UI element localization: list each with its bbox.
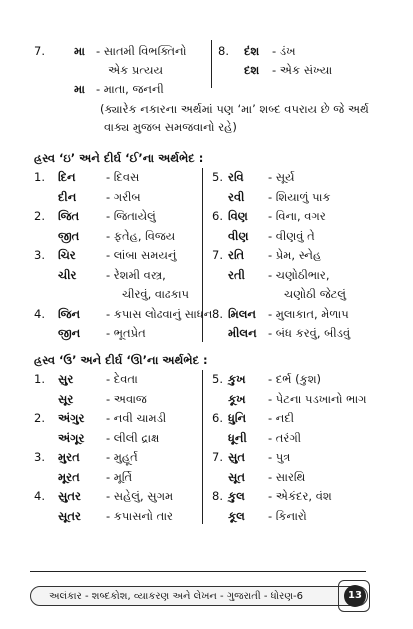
word: દશ [244, 63, 260, 77]
definition: - દેવતા [106, 372, 138, 386]
footer-text: અલંકાર - શબ્દકોશ, વ્યાકરણ અને લેખન - ગુજરાતી - ધોરણ-6 [49, 591, 304, 602]
definition: - લાંબા સમયનું [106, 248, 177, 262]
definition: - તરંગી [268, 430, 302, 445]
item-number: 7. [212, 450, 223, 464]
definition: - મૂર્તિ [106, 469, 133, 484]
item-number: 5. [212, 170, 223, 184]
word: સૂર [58, 391, 74, 406]
item-number: 3. [34, 248, 45, 262]
page-number: 13 [344, 585, 366, 607]
definition: - ભૂતપ્રેત [106, 326, 146, 340]
definition: - સૂર્ય [268, 170, 295, 184]
word: કૂલ [228, 508, 245, 523]
definition: - દિવસ [106, 170, 140, 184]
word: ચિર [58, 248, 76, 262]
definition: - સહેલું, સુગમ [106, 489, 174, 503]
word: સૂતર [58, 508, 81, 523]
footer-rule [30, 571, 366, 572]
word: જીન [58, 326, 81, 340]
definition: - વીણવું તે [268, 228, 315, 243]
definition: - કપાસનો તાર [106, 508, 174, 523]
definition: એક પ્રત્યય [108, 63, 164, 77]
word: કુલ [228, 489, 245, 503]
word: ચીર [58, 267, 77, 282]
item-number: 3. [34, 450, 45, 464]
item-number: 8. [212, 489, 223, 503]
definition: - પ્રેમ, સ્નેહ [268, 248, 322, 262]
section-heading: હ્રસ્વ ‘ઉ’ અને દીર્ઘ ‘ઊ’ના અર્થભેદ : [34, 353, 208, 367]
definition: - મુલાકાત, મેળાપ [268, 306, 349, 321]
section-heading: હ્રસ્વ ‘ઇ’ અને દીર્ઘ ‘ઈ’ના અર્થભેદ : [34, 151, 204, 165]
item-number: 8. [212, 306, 223, 321]
definition: - ગરીબ [106, 189, 141, 204]
definition: - શિયાળું પાક [268, 189, 331, 204]
definition: - ચણોઠીભાર, [268, 267, 330, 282]
definition: - મુહૂર્ત [106, 450, 138, 464]
word: સુર [58, 372, 74, 386]
word: જિન [58, 306, 81, 321]
word: રતી [228, 267, 245, 282]
definition: - ફતેહ, વિજય [106, 228, 176, 243]
definition: - કપાસ લોઢવાનું સાધન [106, 306, 213, 321]
word: વિણ [228, 209, 248, 223]
definition: - દર્ભ (કુશ) [268, 372, 322, 386]
definition: - વિના, વગર [268, 209, 326, 223]
word: મુરત [58, 450, 80, 464]
definition: - સાતમી વિભક્તિનો [96, 44, 187, 58]
item-number: 6. [212, 209, 223, 223]
word: મા [74, 44, 85, 58]
word: રવી [228, 189, 245, 204]
definition: - જિતાયેલું [106, 209, 156, 223]
word: જીત [58, 228, 80, 243]
word: કુખ [228, 372, 246, 386]
definition: - બંધ કરવું, બીડવું [268, 326, 351, 340]
item-number: 1. [34, 170, 45, 184]
word: રતિ [228, 248, 245, 262]
definition: - નદી [268, 411, 295, 425]
definition: - સારથિ [268, 469, 306, 484]
footer-banner [30, 586, 368, 606]
column-divider [202, 370, 203, 524]
word: દિન [58, 170, 76, 184]
word: કૂખ [228, 391, 246, 406]
word: ધુનિ [228, 411, 247, 425]
definition: ચીરવું, વાઢકાપ [122, 287, 190, 301]
item-number: 4. [34, 306, 45, 321]
word: અંગુર [58, 411, 85, 425]
definition: - પુત્ર [268, 450, 291, 464]
item-number: 2. [34, 411, 45, 425]
item-number: 6. [212, 411, 223, 425]
definition: - ડંખ [272, 44, 296, 58]
word: રવિ [228, 170, 244, 184]
item-number: 1. [34, 372, 45, 386]
definition: - કિનારો [268, 508, 307, 523]
column-divider [211, 40, 212, 88]
definition: - માતા, જનની [96, 82, 164, 96]
definition: - અવાજ [106, 391, 147, 406]
item-number: 4. [34, 489, 45, 503]
word: દીન [58, 189, 77, 204]
definition: - પેટના પડખાનો ભાગ [268, 391, 367, 406]
word: અંગૂર [58, 430, 85, 445]
word: દંશ [244, 44, 260, 58]
word: સૂત [228, 469, 245, 484]
item-number: 5. [212, 372, 223, 386]
word: ધૂની [228, 430, 247, 445]
item-number: 7. [34, 44, 45, 58]
definition: ચણોઠી જેટલું [284, 287, 347, 301]
word: મિલન [228, 306, 256, 321]
word: મા [74, 82, 85, 96]
definition: - લીલી દ્રાક્ષ [106, 430, 160, 445]
definition: - રેશમી વસ્ત્ર, [106, 267, 166, 282]
word: વીણ [228, 228, 249, 243]
definition: - નવી ચામડી [106, 411, 167, 425]
word: સુતર [58, 489, 81, 503]
definition: - એકંદર, વંશ [268, 489, 332, 503]
item-number: 2. [34, 209, 45, 223]
note-line: વાક્ય મુજબ સમજવાનો રહે) [104, 120, 237, 134]
item-number: 7. [212, 248, 223, 262]
item-number: 8. [218, 44, 229, 58]
definition: - એક સંખ્યા [272, 63, 333, 77]
word: મૂરત [58, 469, 80, 484]
word: મીલન [228, 326, 257, 340]
word: સુત [228, 450, 245, 464]
word: જિત [58, 209, 80, 223]
note-line: (ક્યારેક નકારના અર્થમાં પણ ‘મા’ શબ્દ વપરાય છે જે અર્થ [100, 102, 369, 116]
